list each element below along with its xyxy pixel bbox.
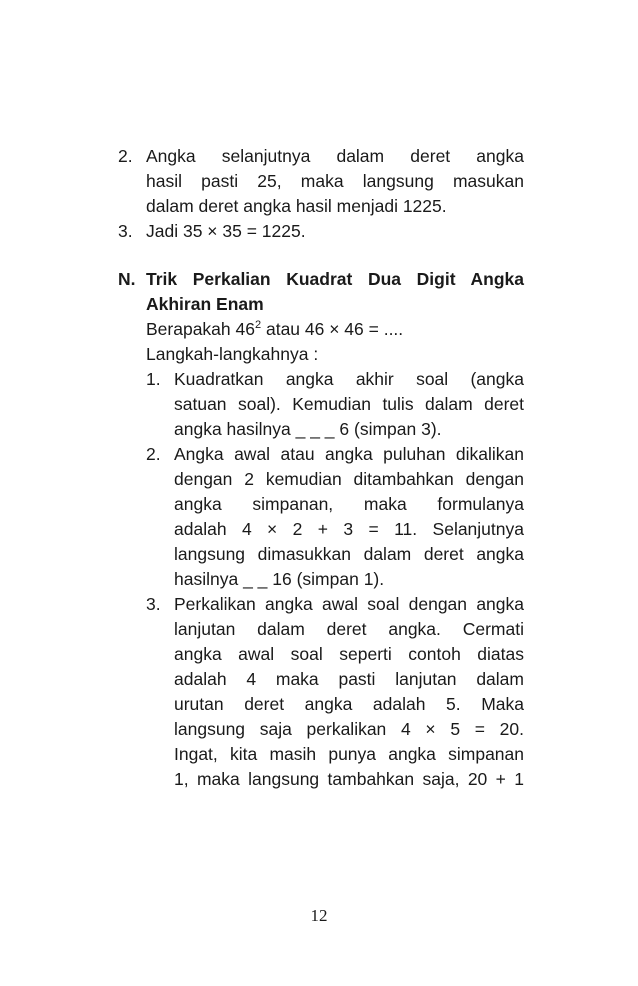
question-superscript: 2: [254, 319, 262, 332]
text-line: urutan deret angka adalah 5. Maka: [174, 694, 524, 714]
step-item: [146, 367, 524, 442]
page-number: 12: [310, 906, 328, 925]
step-number: 2.: [146, 444, 161, 464]
text-line: dalam deret angka hasil menjadi 1225.: [146, 196, 447, 216]
list-item: [118, 144, 524, 219]
text-line: hasil pasti 25, maka langsung masukan: [146, 171, 524, 191]
list-text: [146, 144, 524, 219]
text-line: adalah 4 × 2 + 3 = 11. Selanjutnya: [174, 519, 524, 539]
text-line: angka hasilnya _ _ _ 6 (simpan 3).: [174, 419, 442, 439]
text-line: angka awal soal seperti contoh diatas: [174, 644, 524, 664]
list-number: 3.: [118, 221, 133, 241]
step-item: [146, 592, 524, 792]
text-line: Kuadratkan angka akhir soal (angka: [174, 369, 524, 389]
text-line: Angka awal atau angka puluhan dikalikan: [174, 444, 524, 464]
text-line: Angka selanjutnya dalam deret angka: [146, 146, 524, 166]
list-text: [146, 219, 524, 244]
step-number: 1.: [146, 369, 161, 389]
step-text: [174, 442, 524, 592]
text-line: langsung dimasukkan dalam deret angka: [174, 544, 524, 564]
page-content: [118, 144, 524, 792]
question-prefix: Berapakah 46: [146, 319, 255, 339]
text-line: hasilnya _ _ 16 (simpan 1).: [174, 569, 385, 589]
text-line: 1, maka langsung tambahkan saja, 20 + 1: [174, 769, 524, 789]
text-line: langsung saja perkalikan 4 × 5 = 20.: [174, 719, 524, 739]
question-suffix: atau 46 × 46 = ....: [261, 319, 404, 339]
section-n: [118, 267, 524, 792]
text-line: adalah 4 maka pasti lanjutan dalam: [174, 669, 524, 689]
text-line: angka simpanan, maka formulanya: [174, 494, 524, 514]
text-line: Ingat, kita masih punya angka simpanan: [174, 744, 524, 764]
title-line: Trik Perkalian Kuadrat Dua Digit Angka: [146, 269, 524, 289]
text-line: Perkalikan angka awal soal dengan angka: [174, 594, 524, 614]
section-body: [146, 267, 524, 792]
text-line: Jadi 35 × 35 = 1225.: [146, 221, 306, 241]
question-line: [146, 317, 524, 342]
step-text: [174, 367, 524, 442]
section-title: [146, 267, 524, 317]
text-line: dengan 2 kemudian ditambahkan dengan: [174, 469, 524, 489]
step-item: [146, 442, 524, 592]
steps-heading: Langkah-langkahnya :: [146, 344, 319, 364]
section-letter: N.: [118, 269, 136, 289]
step-text: [174, 592, 524, 792]
text-line: satuan soal). Kemudian tulis dalam deret: [174, 394, 524, 414]
list-item: [118, 219, 524, 244]
list-number: 2.: [118, 146, 133, 166]
step-number: 3.: [146, 594, 161, 614]
text-line: lanjutan dalam deret angka. Cermati: [174, 619, 524, 639]
title-line: Akhiran Enam: [146, 294, 264, 314]
